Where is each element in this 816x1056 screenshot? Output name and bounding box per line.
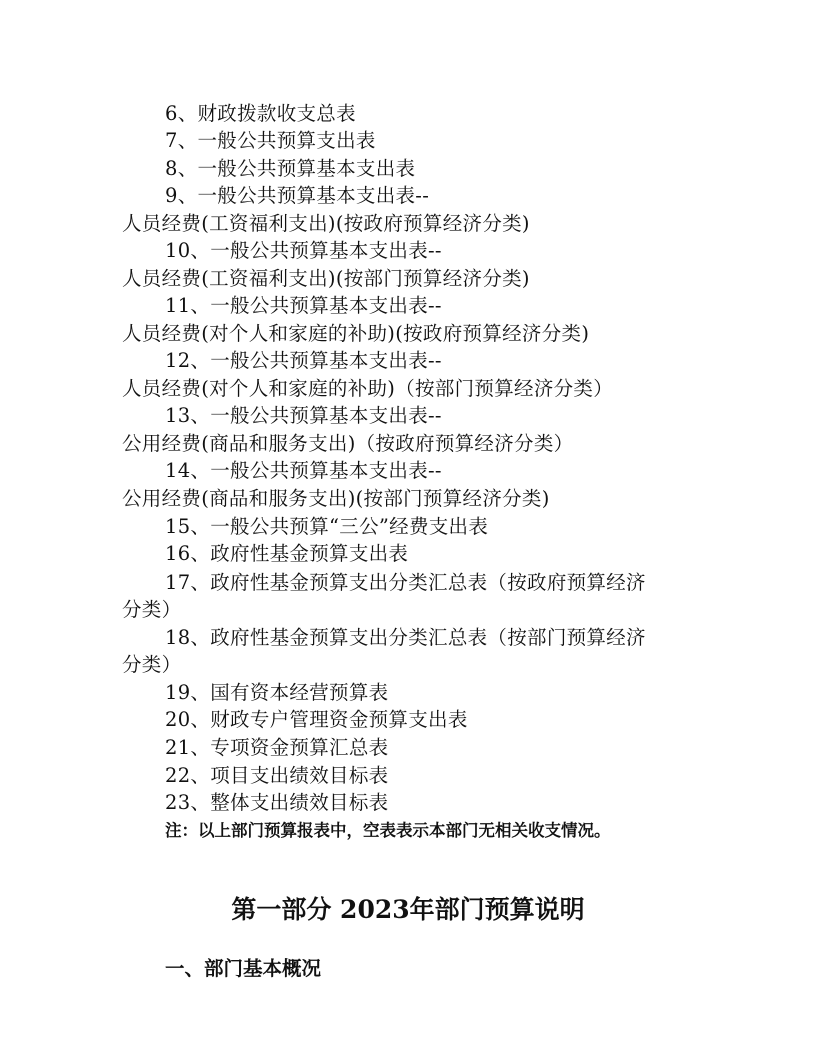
toc-item-18-cont: 分类） [122,653,182,676]
toc-item-13: 13、一般公共预算基本支出表-- [165,404,442,427]
toc-item-21: 21、专项资金预算汇总表 [165,736,389,759]
toc-item-10: 10、一般公共预算基本支出表-- [165,239,442,262]
toc-item-14: 14、一般公共预算基本支出表-- [165,459,442,482]
toc-item-11: 11、一般公共预算基本支出表-- [165,294,442,317]
table-note: 注：以上部门预算报表中，空表表示本部门无相关收支情况。 [165,821,611,840]
section-heading: 一、部门基本概况 [165,957,322,980]
toc-item-19: 19、国有资本经营预算表 [165,681,389,704]
part-title: 第一部分 2023年部门预算说明 [231,895,585,924]
toc-item-16: 16、政府性基金预算支出表 [165,542,409,565]
toc-item-9: 9、一般公共预算基本支出表-- [165,184,430,207]
toc-item-6: 6、财政拨款收支总表 [165,102,356,125]
toc-item-20: 20、财政专户管理资金预算支出表 [165,708,468,731]
toc-item-14-cont: 公用经费(商品和服务支出)(按部门预算经济分类) [122,487,550,510]
toc-item-12: 12、一般公共预算基本支出表-- [165,349,442,372]
toc-item-18: 18、政府性基金预算支出分类汇总表（按部门预算经济 [165,626,646,649]
toc-item-17-cont: 分类） [122,598,182,621]
toc-item-10-cont: 人员经费(工资福利支出)(按部门预算经济分类) [122,267,530,290]
toc-item-8: 8、一般公共预算基本支出表 [165,157,416,180]
toc-item-12-cont: 人员经费(对个人和家庭的补助)（按部门预算经济分类） [122,377,614,400]
toc-item-23: 23、整体支出绩效目标表 [165,791,389,814]
toc-item-22: 22、项目支出绩效目标表 [165,764,389,787]
toc-item-15: 15、一般公共预算“三公”经费支出表 [165,515,489,538]
toc-item-9-cont: 人员经费(工资福利支出)(按政府预算经济分类) [122,212,530,235]
toc-item-17: 17、政府性基金预算支出分类汇总表（按政府预算经济 [165,571,646,594]
toc-item-7: 7、一般公共预算支出表 [165,129,376,152]
toc-item-13-cont: 公用经费(商品和服务支出)（按政府预算经济分类） [122,432,574,455]
toc-item-11-cont: 人员经费(对个人和家庭的补助)(按政府预算经济分类) [122,322,590,345]
